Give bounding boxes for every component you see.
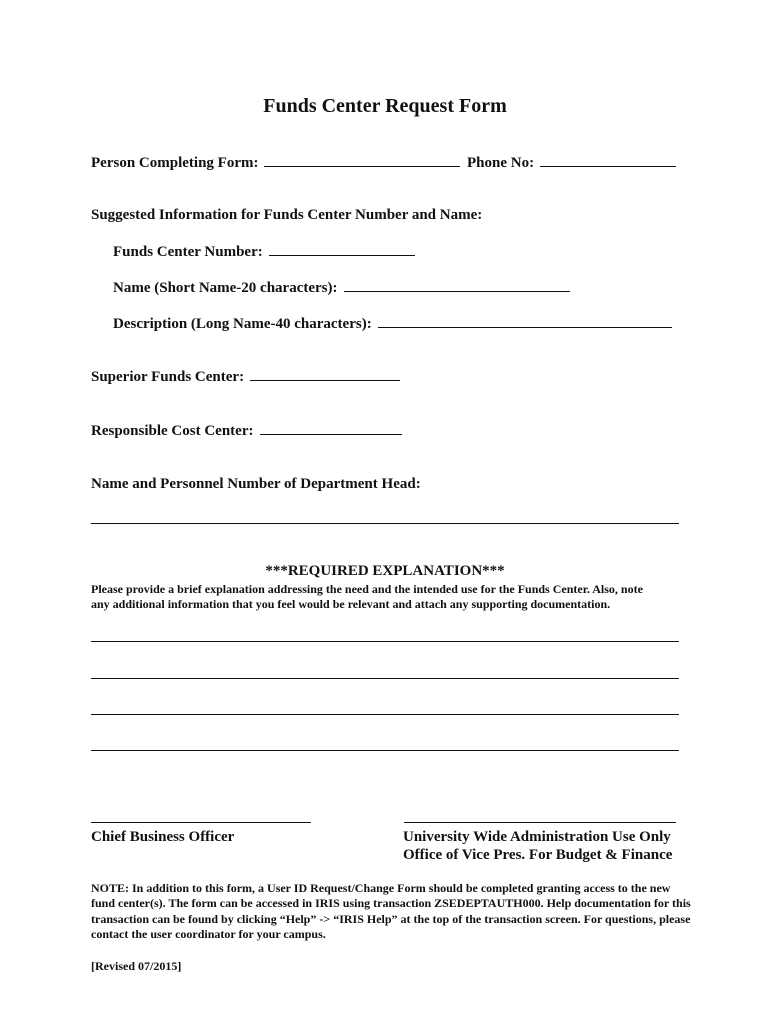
person-completing-label: Person Completing Form: (91, 155, 259, 171)
explanation-line-3[interactable] (91, 714, 679, 715)
admin-use-label: University Wide Administration Use Only (403, 829, 671, 845)
responsible-cost-center-label: Responsible Cost Center: (91, 423, 254, 439)
superior-funds-center-row (91, 367, 400, 386)
superior-funds-center-field[interactable] (250, 367, 400, 381)
explanation-instruction-line1: Please provide a brief explanation addressing the need and the intended use for the Funds Center. Also, note (91, 582, 643, 596)
explanation-line-1[interactable] (91, 641, 679, 642)
department-head-field[interactable] (91, 523, 679, 524)
phone-label: Phone No: (467, 155, 535, 171)
superior-funds-center-label: Superior Funds Center: (91, 369, 245, 385)
cbo-label: Chief Business Officer (91, 829, 235, 845)
vice-pres-office-label: Office of Vice Pres. For Budget & Finance (403, 847, 673, 863)
required-explanation-heading: ***REQUIRED EXPLANATION*** (265, 563, 505, 579)
short-name-row (113, 278, 570, 297)
person-completing-field[interactable] (264, 153, 460, 167)
long-name-field[interactable] (378, 314, 672, 328)
funds-center-number-row (113, 242, 415, 261)
suggested-heading: Suggested Information for Funds Center Number and Name: (91, 207, 483, 223)
long-name-label: Description (Long Name-40 characters): (113, 316, 372, 332)
funds-center-number-field[interactable] (269, 242, 415, 256)
phone-row (467, 153, 676, 172)
note-paragraph: NOTE: In addition to this form, a User ID Request/Change Form should be completed granting access to the new fund center(s). The form can be accessed in IRIS using transaction ZSEDEPTAUTH000. Help documentation for this transaction can be found by clicking “Help” -> “IRIS Help” at the top of the transaction screen. For questions, please contact the user coordinator for your campus. (91, 881, 691, 941)
admin-signature-line[interactable] (404, 822, 676, 823)
long-name-row (113, 314, 672, 333)
responsible-cost-center-row (91, 421, 402, 440)
person-completing-row (91, 153, 460, 172)
explanation-line-2[interactable] (91, 678, 679, 679)
responsible-cost-center-field[interactable] (260, 421, 402, 435)
short-name-label: Name (Short Name-20 characters): (113, 280, 338, 296)
cbo-signature-line[interactable] (91, 822, 311, 823)
page-title: Funds Center Request Form (263, 95, 507, 117)
short-name-field[interactable] (344, 278, 570, 292)
department-head-label: Name and Personnel Number of Department Head: (91, 476, 421, 492)
explanation-line-4[interactable] (91, 750, 679, 751)
revised-date: [Revised 07/2015] (91, 959, 182, 973)
funds-center-number-label: Funds Center Number: (113, 244, 263, 260)
phone-field[interactable] (540, 153, 676, 167)
explanation-instruction-line2: any additional information that you feel would be relevant and attach any supporting documentation. (91, 597, 611, 611)
